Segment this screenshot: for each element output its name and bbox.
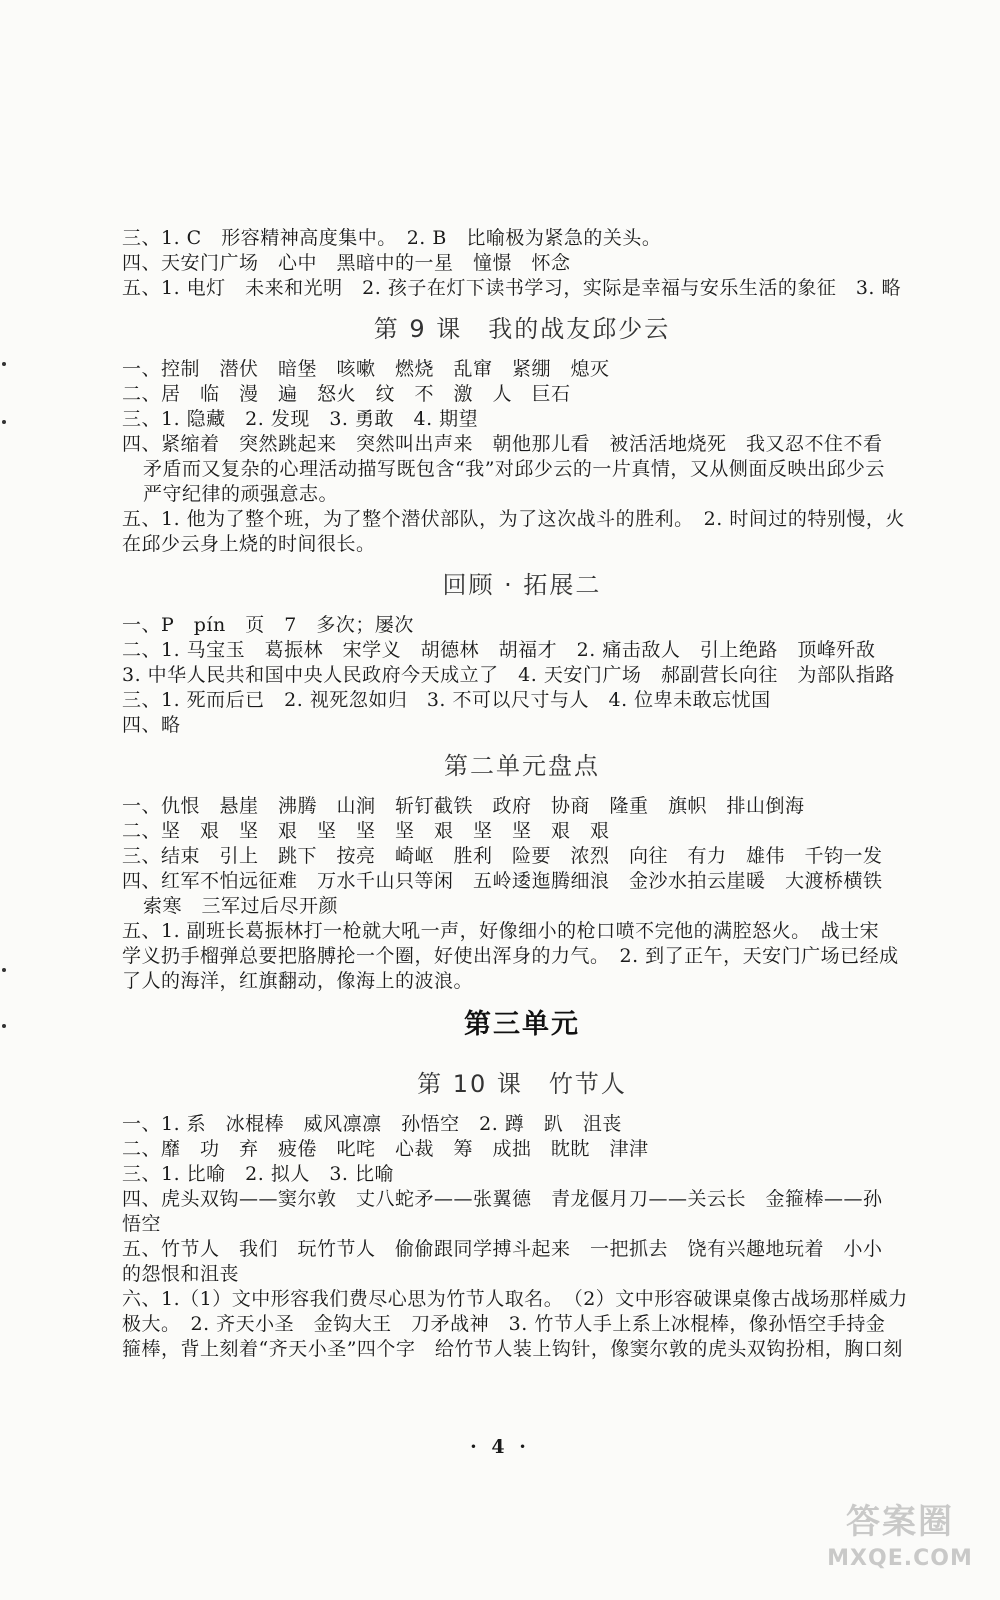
margin-mark xyxy=(2,362,6,366)
answer-line: 四、虎头双钩——窦尔敦 丈八蛇矛——张翼德 青龙偃月刀——关云长 金箍棒——孙 xyxy=(122,1188,883,1210)
watermark-logo xyxy=(820,1500,980,1590)
answer-line: 四、天安门广场 心中 黑暗中的一星 憧憬 怀念 xyxy=(122,252,571,274)
answer-line: 一、P pín 页 7 多次；屡次 xyxy=(122,614,414,636)
answer-line: 一、仇恨 悬崖 沸腾 山涧 斩钉截铁 政府 协商 隆重 旗帜 排山倒海 xyxy=(122,795,805,817)
answer-line: 悟空 xyxy=(122,1213,162,1235)
answer-line: 四、略 xyxy=(122,714,181,736)
answer-line: 三、1. 死而后已 2. 视死忽如归 3. 不可以尺寸与人 4. 位卑未敢忘忧国 xyxy=(122,689,771,711)
unit-heading: 第三单元 xyxy=(464,1009,580,1040)
answer-line: 三、1. C 形容精神高度集中。 2. B 比喻极为紧急的关头。 xyxy=(122,227,662,249)
answer-line: 二、居 临 漫 遍 怒火 纹 不 激 人 巨石 xyxy=(122,383,571,405)
answer-line: 六、1.（1）文中形容我们费尽心思为竹节人取名。 （2）文中形容破课桌像古战场那样威力 xyxy=(122,1288,908,1310)
answer-line: 三、1. 比喻 2. 拟人 3. 比喻 xyxy=(122,1163,395,1185)
answer-line: 的怨恨和沮丧 xyxy=(122,1263,240,1285)
answer-line: 索寒 三军过后尽开颜 xyxy=(143,895,339,917)
answer-line: 四、紧缩着 突然跳起来 突然叫出声来 朝他那儿看 被活活地烧死 我又忍不住不看 xyxy=(122,433,883,455)
answer-line: 五、竹节人 我们 玩竹节人 偷偷跟同学搏斗起来 一把抓去 饶有兴趣地玩着 小小 xyxy=(122,1238,883,1260)
answer-line: 箍棒，背上刻着“齐天小圣”四个字 给竹节人装上钩针，像窦尔敦的虎头双钩扮相，胸口刻 xyxy=(122,1338,903,1360)
section-heading: 第 10 课 竹节人 xyxy=(417,1070,627,1098)
answer-line: 一、1. 系 冰棍棒 威风凛凛 孙悟空 2. 蹲 趴 沮丧 xyxy=(122,1113,622,1135)
answer-line: 二、坚 艰 坚 艰 坚 坚 坚 艰 坚 坚 艰 艰 xyxy=(122,820,610,842)
answer-line: 二、靡 功 弃 疲倦 叱咤 心裁 筹 成拙 眈眈 津津 xyxy=(122,1138,649,1160)
answer-line: 了人的海洋，红旗翻动，像海上的波浪。 xyxy=(122,970,474,992)
section-heading: 第 9 课 我的战友邱少云 xyxy=(373,315,671,343)
section-heading: 回顾 · 拓展二 xyxy=(442,571,602,599)
margin-mark xyxy=(2,968,6,972)
answer-line: 五、1. 他为了整个班，为了整个潜伏部队，为了这次战斗的胜利。 2. 时间过的特别慢，火 xyxy=(122,508,905,530)
answer-line: 三、结束 引上 跳下 按亮 崎岖 胜利 险要 浓烈 向往 有力 雄伟 千钧一发 xyxy=(122,845,883,867)
answer-line: 在邱少云身上烧的时间很长。 xyxy=(122,533,376,555)
answer-line: 三、1. 隐藏 2. 发现 3. 勇敢 4. 期望 xyxy=(122,408,479,430)
answer-line: 四、红军不怕远征难 万水千山只等闲 五岭逶迤腾细浪 金沙水拍云崖暖 大渡桥横铁 xyxy=(122,870,883,892)
answer-line: 五、1. 电灯 未来和光明 2. 孩子在灯下读书学习，实际是幸福与安乐生活的象征 3. 略 xyxy=(122,277,902,299)
section-heading: 第二单元盘点 xyxy=(444,752,600,780)
answer-line: 五、1. 副班长葛振林打一枪就大吼一声，好像细小的枪口喷不完他的满腔怒火。 战士宋 xyxy=(122,920,880,942)
answer-line: 学义扔手榴弹总要把胳膊抡一个圈，好使出浑身的力气。 2. 到了正午，天安门广场已经成 xyxy=(122,945,899,967)
answer-line: 一、控制 潜伏 暗堡 咳嗽 燃烧 乱窜 紧绷 熄灭 xyxy=(122,358,610,380)
answer-line: 二、1. 马宝玉 葛振林 宋学义 胡德林 胡福才 2. 痛击敌人 引上绝路 顶峰歼敌 xyxy=(122,639,876,661)
answer-line: 矛盾而又复杂的心理活动描写既包含“我”对邱少云的一片真情，又从侧面反映出邱少云 xyxy=(143,458,885,480)
answer-line: 3. 中华人民共和国中央人民政府今天成立了 4. 天安门广场 郝副营长向往 为部队指路 xyxy=(122,664,895,686)
margin-mark xyxy=(2,1024,6,1028)
answer-line: 极大。 2. 齐天小圣 金钩大王 刀矛战神 3. 竹节人手上系上冰棍棒，像孙悟空手持金 xyxy=(122,1313,886,1335)
watermark-bottom: MXQE.COM xyxy=(827,1546,973,1571)
watermark-top: 答案圈 xyxy=(846,1502,954,1542)
page-number: · 4 · xyxy=(470,1436,530,1458)
margin-mark xyxy=(2,420,6,424)
answer-content xyxy=(122,226,922,1362)
answer-line: 严守纪律的顽强意志。 xyxy=(143,483,339,505)
